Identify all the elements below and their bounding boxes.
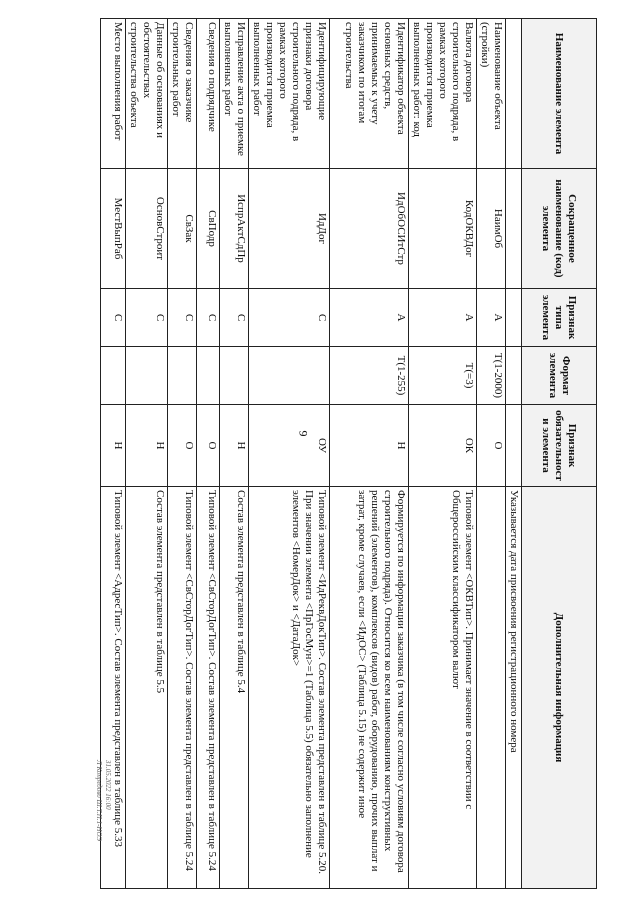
cell-format: Т(1-255) [330,347,409,405]
cell-format [126,347,168,405]
cell-name: Идентификатор объекта основных средств, принимаемых к учету заказчиком по итогам строительства [330,19,409,169]
header-element-code: Сокращенное наименование (код) элемента [522,169,597,289]
cell-required: Н [126,405,168,487]
cell-format [197,347,220,405]
cell-name: Наименование объекта (стройки) [477,19,506,169]
header-element-name: Наименование элемента [522,19,597,169]
cell-name: Исправление акта о приемке выполненных работ [220,19,249,169]
header-additional-info: Дополнительная информация [522,487,597,889]
cell-info: Типовой элемент <ОКВТип>. Принимает значение в соответствии с Общероссийским классификатором валют [409,487,477,889]
cell-required: О [197,405,220,487]
table-row [249,19,330,889]
cell-required: ОУ [249,405,330,487]
table-row [126,19,168,889]
table-row [477,19,506,889]
cell-type [506,289,522,347]
footnote [94,760,112,841]
cell-name: Данные об основаниях и обстоятельствах строительства объекта [126,19,168,169]
cell-format [249,347,330,405]
cell-code: СвПодр [197,169,220,289]
cell-type: С [197,289,220,347]
cell-code: НаимОб [477,169,506,289]
cell-format: Т(=3) [409,347,477,405]
cell-info: Типовой элемент <АдресТип>. Состав элемента представлен в таблице 5.33 [101,487,126,889]
cell-info [477,487,506,889]
table-row [197,19,220,889]
cell-format [168,347,197,405]
cell-required: О [477,405,506,487]
table-row [168,19,197,889]
cell-name: Сведения о подрядчике [197,19,220,169]
cell-type: С [126,289,168,347]
cell-type: А [477,289,506,347]
cell-required: Н [101,405,126,487]
cell-type: А [409,289,477,347]
cell-type: С [249,289,330,347]
cell-code [506,169,522,289]
cell-format: Т(1-2000) [477,347,506,405]
footnote-date: 31.05.2022 16:00 [104,760,112,810]
cell-name: Идентифицирующие признаки договора строительного подряда, в рамках которого производится приемка выполненных работ [249,19,330,169]
cell-type: С [101,289,126,347]
header-element-type: Признак типа элемента [522,289,597,347]
page-number: 9 [296,430,311,437]
cell-code: ИспрАктСдПр [220,169,249,289]
cell-info: Указывается дата присвоения регистрационного номера [506,487,522,889]
cell-required: О [168,405,197,487]
table-row [220,19,249,889]
cell-code: МестВыпРаб [101,169,126,289]
cell-code: КодОКВДог [409,169,477,289]
cell-code: СвЗак [168,169,197,289]
cell-type: С [220,289,249,347]
cell-type: С [168,289,197,347]
cell-name [506,19,522,169]
cell-name: Сведения о заказчике строительных работ [168,19,197,169]
cell-required: Н [220,405,249,487]
cell-info: Типовой элемент <ИдРеквДокТип>. Состав элемента представлен в таблице 5.20. При значении элемента <ПрГосМун>=1 (Таблица 5.5) обязательно заполнение элементов <НомерДок> и <ДатаДок> [249,487,330,889]
cell-format [101,347,126,405]
header-element-format: Формат элемента [522,347,597,405]
cell-code: ОсновСтроит [126,169,168,289]
table-header-row [522,19,597,889]
elements-table [100,18,597,889]
table-row [506,19,522,889]
cell-required [506,405,522,487]
footnote-code: Л Копредово Ш.Т.П.1-НОЭ [95,760,103,842]
cell-format [506,347,522,405]
cell-info: Типовой элемент <СвСторДогТип>. Состав элемента представлен в таблице 5.24 [197,487,220,889]
cell-code: ИдОбОСИтСтр [330,169,409,289]
cell-required: Н [330,405,409,487]
table-row [330,19,409,889]
cell-code: ИдДог [249,169,330,289]
table-row [409,19,477,889]
header-element-required: Признак обязательности элемента [522,405,597,487]
cell-info: Типовой элемент <СвСторДогТип>. Состав элемента представлен в таблице 5.24 [168,487,197,889]
cell-name: Место выполнения работ [101,19,126,169]
rotated-page [97,18,597,888]
cell-info: Формируется по информации заказчика (в том числе согласно условиям договора строительного подряда). Относится ко всем наименованиям конструктивных решений (элементов), комплексов (видов) работ, оборудованию, прочих выплат и затрат, кроме случаев, если <ИдОС> (Таблица 5.15) не содержит иное [330,487,409,889]
cell-info: Состав элемента представлен в таблице 5.4 [220,487,249,889]
cell-type: А [330,289,409,347]
cell-name: Валюта договора строительного подряда, в рамках которого производится приемка выполненных работ: код [409,19,477,169]
table-row [101,19,126,889]
cell-format [220,347,249,405]
cell-required: ОК [409,405,477,487]
cell-info: Состав элемента представлен в таблице 5.5 [126,487,168,889]
